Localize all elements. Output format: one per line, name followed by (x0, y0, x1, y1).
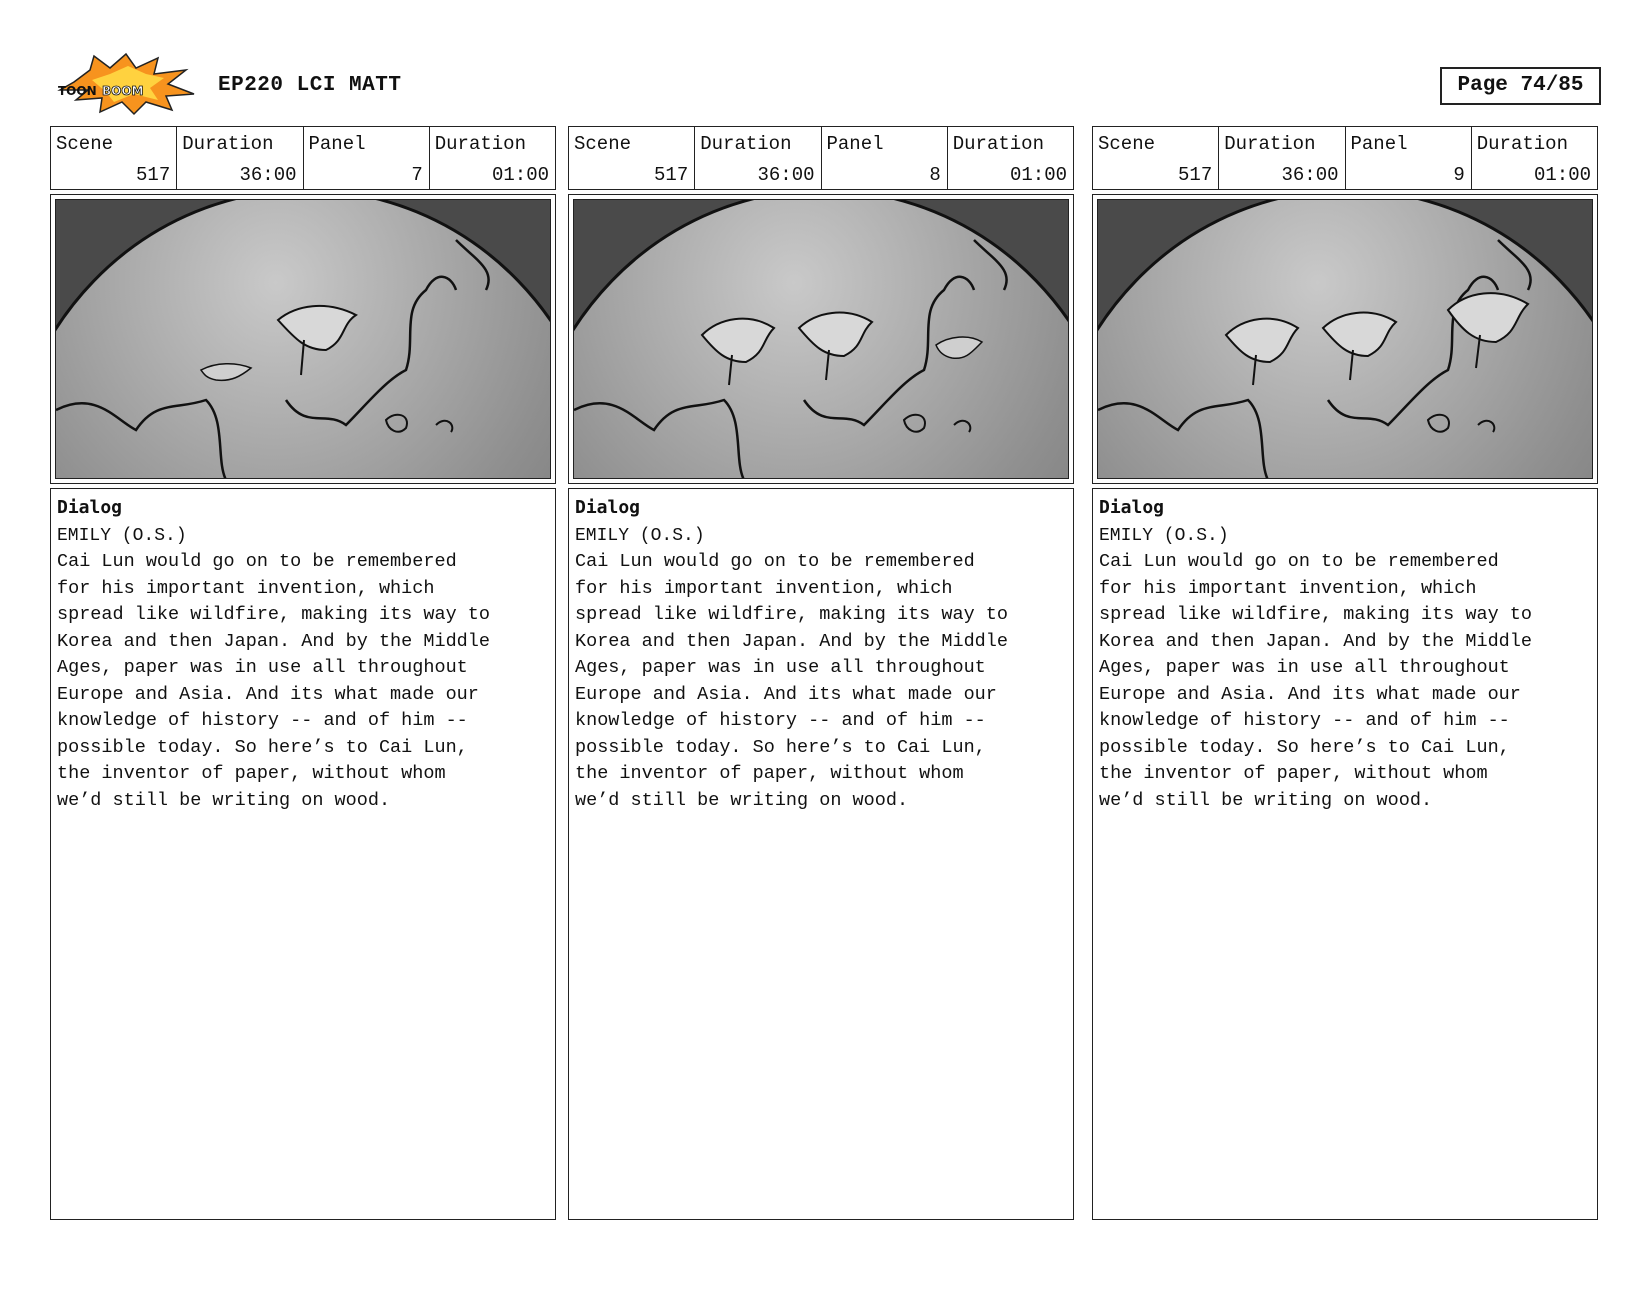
dialog-text: Cai Lun would go on to be remembered for his important invention, which spread like wildfire, making its way to Korea and then Japan. And by the Middle Ages, paper was in use all throughout Europe and Asia. And its what made our knowledge of history -- and of him -- possible today. So here’s to Cai Lun, the inventor of paper, without whom we’d still be writing on wood. (57, 551, 490, 811)
dialog-box (50, 488, 556, 1220)
dialog-box (1092, 488, 1598, 1220)
panel-number: 9 (1453, 164, 1465, 186)
logo-text: TOON (58, 84, 97, 98)
panel-label: Panel (308, 133, 366, 155)
panel-duration: 01:00 (491, 164, 549, 186)
page-number: Page 74/85 (1440, 67, 1601, 105)
episode-title: EP220 LCI MATT (218, 74, 402, 97)
scene-number: 517 (1178, 164, 1213, 186)
scene-label: Scene (56, 133, 114, 155)
panel-header (50, 126, 556, 190)
panel-duration-label: Duration (434, 133, 526, 155)
speaker-name: EMILY (O.S.) (57, 526, 187, 546)
scene-duration: 36:00 (1281, 164, 1339, 186)
panel-duration-label: Duration (952, 133, 1044, 155)
panel-image-frame (568, 194, 1074, 484)
dialog-box (568, 488, 1074, 1220)
panel-header (1092, 126, 1598, 190)
panel-image-frame (1092, 194, 1598, 484)
dialog-heading: Dialog (57, 497, 123, 518)
panel-duration-label: Duration (1476, 133, 1568, 155)
globe-sketch-image (573, 199, 1069, 479)
panel-label: Panel (1350, 133, 1408, 155)
panel-number: 8 (929, 164, 941, 186)
dialog-heading: Dialog (1099, 497, 1165, 518)
panel-image-frame (50, 194, 556, 484)
panel-duration: 01:00 (1533, 164, 1591, 186)
scene-label: Scene (1098, 133, 1156, 155)
dialog-heading: Dialog (575, 497, 641, 518)
globe-sketch-image (1097, 199, 1593, 479)
scene-duration: 36:00 (757, 164, 815, 186)
dialog-text: Cai Lun would go on to be remembered for his important invention, which spread like wildfire, making its way to Korea and then Japan. And by the Middle Ages, paper was in use all throughout Europe and Asia. And its what made our knowledge of history -- and of him -- possible today. So here’s to Cai Lun, the inventor of paper, without whom we’d still be writing on wood. (575, 551, 1008, 811)
speaker-name: EMILY (O.S.) (575, 526, 705, 546)
globe-sketch-image (55, 199, 551, 479)
scene-number: 517 (654, 164, 689, 186)
speaker-name: EMILY (O.S.) (1099, 526, 1229, 546)
scene-duration: 36:00 (239, 164, 297, 186)
panel-duration: 01:00 (1009, 164, 1067, 186)
panel-label: Panel (826, 133, 884, 155)
panel-header (568, 126, 1074, 190)
scene-duration-label: Duration (700, 133, 792, 155)
svg-text:BOOM: BOOM (102, 84, 144, 98)
toon-boom-logo (54, 52, 199, 116)
scene-duration-label: Duration (182, 133, 274, 155)
scene-duration-label: Duration (1224, 133, 1316, 155)
dialog-text: Cai Lun would go on to be remembered for his important invention, which spread like wildfire, making its way to Korea and then Japan. And by the Middle Ages, paper was in use all throughout Europe and Asia. And its what made our knowledge of history -- and of him -- possible today. So here’s to Cai Lun, the inventor of paper, without whom we’d still be writing on wood. (1099, 551, 1532, 811)
panel-number: 7 (411, 164, 423, 186)
scene-number: 517 (136, 164, 171, 186)
scene-label: Scene (574, 133, 632, 155)
